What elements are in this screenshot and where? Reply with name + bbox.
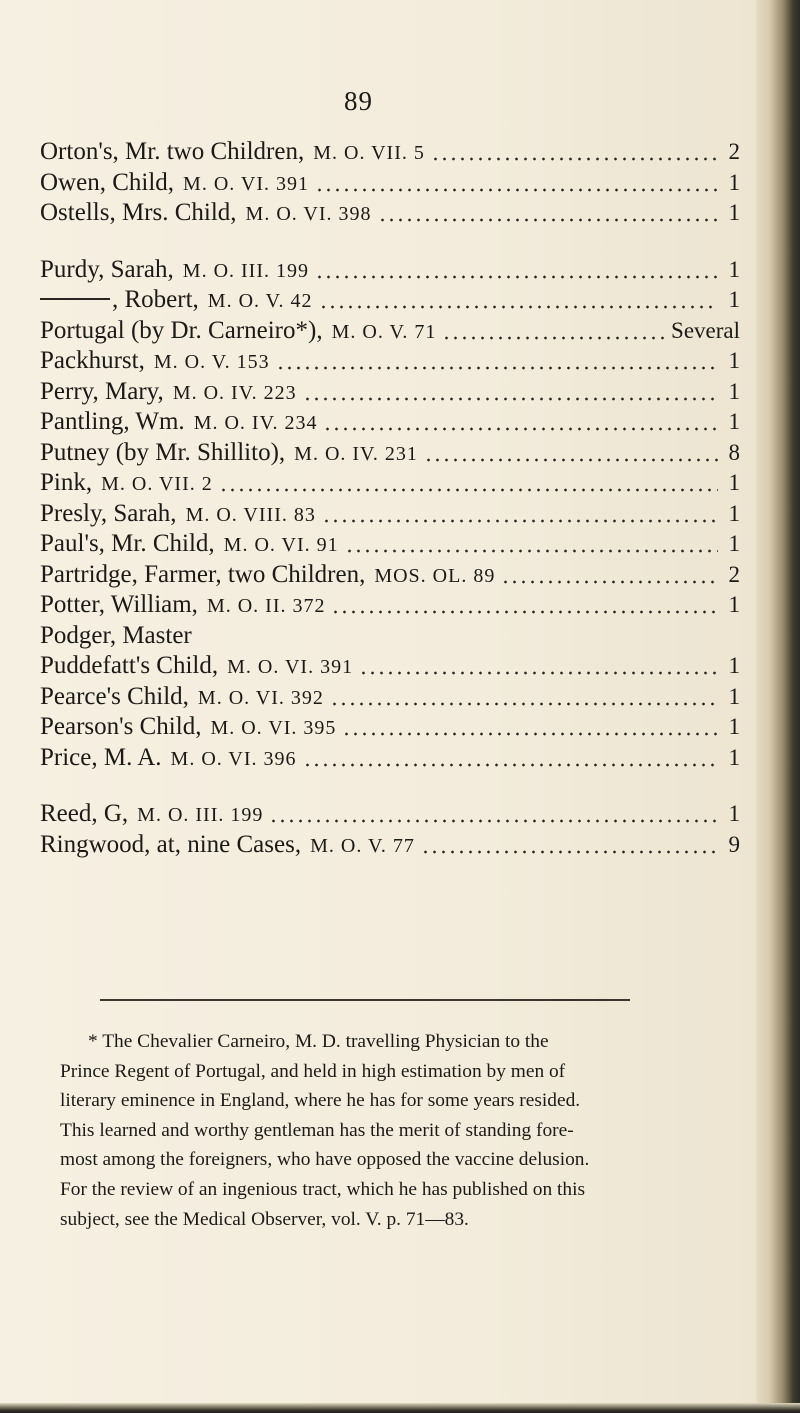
- entry-reference: M. O. V. 153: [153, 351, 270, 373]
- index-entry: [40, 530, 740, 561]
- dot-leader: [330, 701, 718, 707]
- footnote: [60, 1027, 740, 1234]
- footnote-line: This learned and worthy gentleman has the merit of standing fore-: [60, 1119, 574, 1141]
- entry-reference: M. O. V. 77: [310, 834, 415, 857]
- index-entry: [40, 800, 740, 831]
- index-entry: [40, 500, 740, 531]
- footnote-line: literary eminence in England, where he has for some years resided.: [60, 1090, 581, 1112]
- index-entry: [40, 256, 740, 287]
- entry-reference: M. O. VII. 5: [313, 142, 425, 164]
- index-entries: [40, 138, 740, 861]
- page-bottom-edge: [0, 1403, 800, 1413]
- entry-count: 1: [728, 714, 740, 739]
- ditto-dash: [40, 298, 110, 300]
- index-entry: [40, 561, 740, 592]
- entry-count: Several: [671, 317, 740, 343]
- entry-name: Pearce's Child,: [40, 682, 189, 710]
- dot-leader: [322, 518, 718, 524]
- entry-count: 1: [728, 378, 740, 404]
- entry-reference: M. O. VI. 392: [197, 686, 324, 709]
- dot-leader: [269, 818, 718, 824]
- entry-name: Pink,: [40, 469, 93, 496]
- index-entry: [40, 469, 740, 500]
- entry-count: 1: [728, 744, 740, 770]
- entry-reference: M. O. V. 71: [331, 320, 437, 343]
- dot-leader: [424, 457, 718, 463]
- dot-leader: [501, 579, 718, 585]
- dot-leader: [442, 335, 665, 341]
- entry-count: 1: [728, 592, 740, 617]
- footnote-line: For the review of an ingenious tract, which he has published on this: [60, 1178, 586, 1200]
- entry-reference: M. O. VII. 2: [101, 473, 213, 495]
- index-entry: [40, 652, 740, 683]
- dot-leader: [303, 396, 718, 402]
- entry-count: 9: [728, 831, 740, 857]
- entry-name: Potter, William,: [40, 591, 198, 618]
- footnote-line: Prince Regent of Portugal, and held in high estimation by men of: [60, 1060, 566, 1082]
- footnote-line: * The Chevalier Carneiro, M. D. travelling Physician to the: [88, 1031, 549, 1052]
- entry-reference: M. O. VI. 395: [210, 717, 337, 739]
- entry-reference: M. O. III. 199: [182, 259, 309, 282]
- dot-leader: [323, 426, 718, 432]
- page-number: 89: [344, 86, 373, 116]
- entry-count: 1: [728, 348, 740, 373]
- entry-count: 1: [728, 169, 740, 195]
- entry-reference: MOS. OL. 89: [374, 564, 496, 587]
- entry-count: 2: [728, 561, 740, 587]
- dot-leader: [276, 365, 718, 371]
- entry-count: 1: [728, 409, 740, 434]
- entry-name: Pearson's Child,: [40, 713, 202, 740]
- entry-reference: M. O. VI. 391: [227, 656, 354, 678]
- dot-leader: [359, 670, 718, 676]
- entry-name: Putney (by Mr. Shillito),: [40, 438, 286, 466]
- entry-count: 1: [728, 683, 740, 709]
- dot-leader: [378, 217, 718, 223]
- dot-leader: [421, 849, 718, 855]
- dot-leader: [303, 762, 719, 768]
- entry-reference: M. O. IV. 234: [193, 412, 318, 434]
- index-entry: [40, 683, 740, 714]
- entry-count: 1: [728, 256, 740, 282]
- entry-count: 1: [728, 200, 740, 225]
- entry-name: Reed, G,: [40, 800, 129, 827]
- entry-reference: M. O. IV. 223: [172, 381, 297, 404]
- entry-reference: M. O. II. 372: [206, 595, 326, 617]
- entry-count: 1: [728, 531, 740, 556]
- index-entry: [40, 347, 740, 378]
- book-spine-shadow: [756, 0, 800, 1413]
- index-entry: [40, 378, 740, 409]
- entry-name: Ostells, Mrs. Child,: [40, 199, 237, 226]
- entry-name: Packhurst,: [40, 347, 145, 374]
- entry-reference: M. O. VIII. 83: [185, 503, 316, 526]
- entry-name: Portugal (by Dr. Carneiro*),: [40, 316, 323, 344]
- entry-reference: M. O. VI. 398: [245, 203, 372, 225]
- index-entry: [40, 591, 740, 622]
- entry-name: Owen, Child,: [40, 168, 175, 196]
- entry-count: 1: [728, 287, 740, 312]
- index-entry: [40, 744, 740, 775]
- index-entry: [40, 138, 740, 169]
- dot-leader: [331, 609, 718, 615]
- index-entry: [40, 408, 740, 439]
- dot-leader: [319, 304, 718, 310]
- index-entry: [40, 713, 740, 744]
- dot-leader: [219, 487, 718, 493]
- dot-leader: [345, 548, 718, 554]
- entry-reference: M. O. VI. 396: [170, 747, 297, 770]
- entry-count: 8: [728, 439, 740, 465]
- dot-leader: [315, 187, 718, 193]
- footnote-line: most among the foreigners, who have opposed the vaccine delusion.: [60, 1149, 590, 1171]
- index-entry: [40, 622, 740, 653]
- entry-name: Partridge, Farmer, two Children,: [40, 560, 366, 588]
- footnote-rule: [100, 999, 630, 1001]
- group-gap: [40, 230, 740, 256]
- entry-name: , Robert,: [112, 286, 199, 313]
- entry-name: Puddefatt's Child,: [40, 652, 219, 679]
- group-gap: [40, 774, 740, 800]
- entry-name: Paul's, Mr. Child,: [40, 530, 215, 557]
- dot-leader: [342, 731, 718, 737]
- entry-count: 1: [728, 500, 740, 526]
- entry-name: Presly, Sarah,: [40, 499, 177, 527]
- index-entry: [40, 169, 740, 200]
- entry-reference: M. O. VI. 391: [183, 172, 309, 195]
- entry-name: Ringwood, at, nine Cases,: [40, 830, 302, 858]
- entry-reference: M. O. IV. 231: [294, 442, 418, 465]
- entry-reference: M. O. V. 42: [207, 290, 313, 312]
- index-entry: [40, 199, 740, 230]
- entry-name: Pantling, Wm.: [40, 408, 185, 435]
- entry-count: 1: [728, 470, 740, 495]
- index-entry: [40, 317, 740, 348]
- index-entry: [40, 831, 740, 862]
- dot-leader: [431, 156, 718, 162]
- entry-reference: M. O. III. 199: [137, 804, 264, 826]
- footnote-text: [60, 1027, 740, 1234]
- entry-name: Orton's, Mr. two Children,: [40, 138, 305, 165]
- entry-count: 2: [728, 139, 740, 164]
- index-entry: [40, 286, 740, 317]
- entry-reference: M. O. VI. 91: [223, 534, 339, 556]
- entry-count: 1: [728, 653, 740, 678]
- dot-leader: [315, 274, 718, 280]
- entry-count: 1: [728, 801, 740, 826]
- entry-name: Podger, Master: [40, 621, 192, 649]
- index-entry: [40, 439, 740, 470]
- footnote-line: subject, see the Medical Observer, vol. V. p. 71—83.: [60, 1208, 469, 1230]
- entry-name: Perry, Mary,: [40, 377, 164, 405]
- entry-name: Purdy, Sarah,: [40, 255, 174, 283]
- entry-name: Price, M. A.: [40, 743, 162, 771]
